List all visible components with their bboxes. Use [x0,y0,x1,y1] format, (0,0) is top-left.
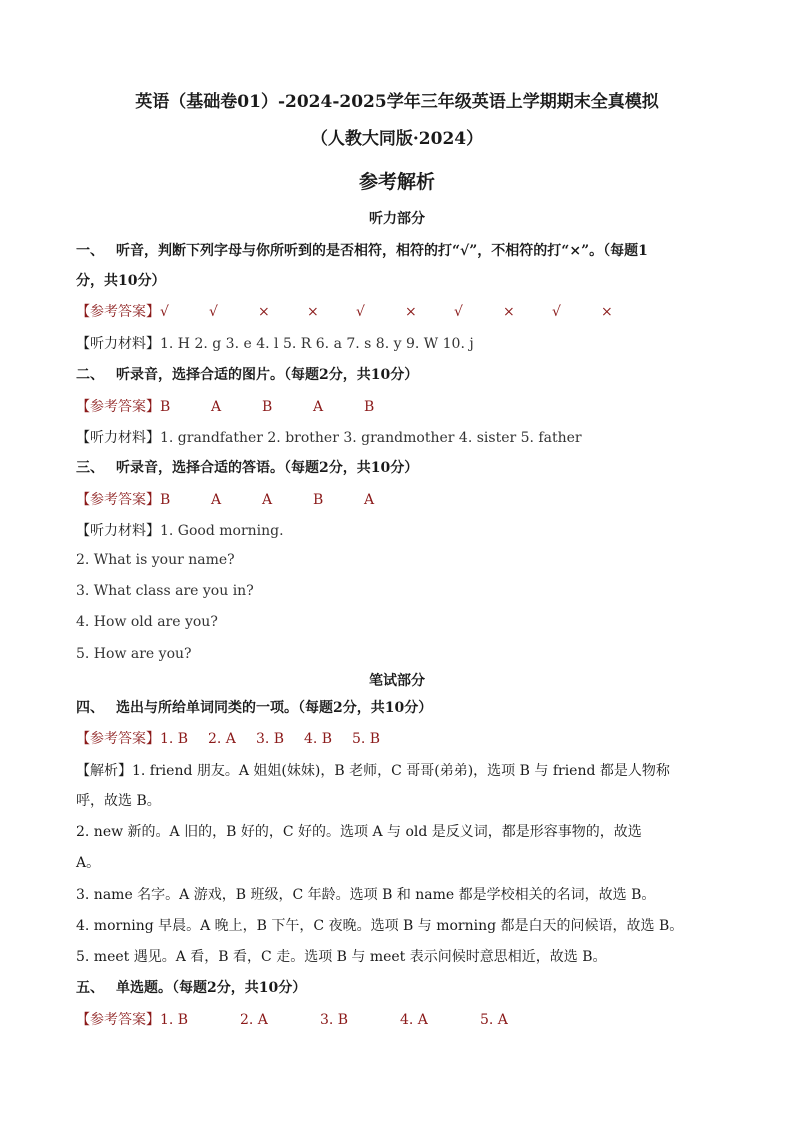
answer-item: B [262,399,273,415]
doc-heading: 参考解析 [358,171,435,193]
material-line: 5. How are you? [76,646,192,662]
material-label: 【听力材料】 [76,430,160,446]
material-label: 【听力材料】 [76,336,160,352]
answer-item: √ [356,304,365,320]
answer-item: × [405,304,417,320]
section-number: 五、 [76,980,104,996]
instruction-text: 单选题。（每题2分，共10分） [116,980,307,996]
answer-list [160,731,400,747]
answer-label: 【参考答案】 [76,1012,160,1028]
answer-item: 1. B [160,1012,189,1028]
answer-label: 【参考答案】 [76,399,160,415]
answer-list [160,1012,560,1028]
answer-item: 1. B [160,731,189,747]
section-1-answers [76,301,726,321]
section-5-answers [76,1009,726,1029]
instruction-text: 听录音，选择合适的答语。（每题2分，共10分） [116,460,419,476]
material-line: 3. What class are you in? [76,583,254,599]
instruction-text: 听录音，选择合适的图片。（每题2分，共10分） [116,367,419,383]
answer-item: A [364,492,375,508]
answer-item: B [313,492,324,508]
answer-label: 【参考答案】 [76,304,160,320]
instruction-text: 听音，判断下列字母与你所听到的是否相符，相符的打“√”，不相符的打“×”。（每题1 [116,243,648,259]
section-number: 四、 [76,700,104,716]
material-text: 1. grandfather 2. brother 3. grandmother 4. sister 5. father [160,430,582,446]
answer-list [160,304,650,320]
answer-item: A [211,399,222,415]
answer-item: √ [160,304,169,320]
answer-item: 5. B [352,731,381,747]
answer-item: √ [209,304,218,320]
analysis-label: 【解析】 [76,763,132,779]
analysis-line: 呼，故选 B。 [76,793,161,809]
answer-item: A [262,492,273,508]
section-1-material [76,333,726,353]
answer-item: 3. B [256,731,285,747]
section-number: 二、 [76,367,104,383]
section-2-instruction [76,364,726,384]
answer-item: 2. A [208,731,236,747]
section-1-instruction [76,240,726,260]
answer-item: 4. B [304,731,333,747]
answer-item: 4. A [400,1012,428,1028]
doc-subtitle: （人教大同版·2024） [310,129,484,149]
material-text: 1. H 2. g 3. e 4. l 5. R 6. a 7. s 8. y 9. W 10. j [160,336,474,352]
answer-item: B [364,399,375,415]
section-4-answers [76,728,726,748]
section-2-answers [76,396,726,416]
answer-item: √ [454,304,463,320]
answer-list [160,492,415,508]
analysis-line: 2. new 新的。A 旧的，B 好的，C 好的。选项 A 与 old 是反义词，都是形容事物的，故选 [76,824,642,840]
section-4-instruction [76,697,726,717]
section-3-material [76,520,726,540]
answer-item: × [258,304,270,320]
answer-item: A [211,492,222,508]
section-3-instruction [76,457,726,477]
material-text: 1. Good morning. [160,523,284,539]
answer-item: A [313,399,324,415]
answer-list [160,399,415,415]
material-line: 4. How old are you? [76,614,218,630]
writing-part-heading: 笔试部分 [369,673,425,689]
answer-item: √ [552,304,561,320]
answer-item: × [503,304,515,320]
section-3-answers [76,489,726,509]
answer-item: × [307,304,319,320]
section-number: 三、 [76,460,104,476]
answer-label: 【参考答案】 [76,731,160,747]
analysis-line: 3. name 名字。A 游戏，B 班级，C 年龄。选项 B 和 name 都是学校相关的名词，故选 B。 [76,887,656,903]
instruction-text: 选出与所给单词同类的一项。（每题2分，共10分） [116,700,433,716]
doc-title: 英语（基础卷01）-2024-2025学年三年级英语上学期期末全真模拟 [135,92,659,112]
analysis-text: 1. friend 朋友。A 姐姐(妹妹)，B 老师，C 哥哥(弟弟)，选项 B 与 friend 都是人物称 [132,763,670,779]
material-label: 【听力材料】 [76,523,160,539]
section-number: 一、 [76,243,104,259]
listening-part-heading: 听力部分 [369,211,425,227]
answer-item: 3. B [320,1012,349,1028]
section-5-instruction [76,977,726,997]
section-4-analysis [76,760,726,780]
analysis-line: 5. meet 遇见。A 看，B 看，C 走。选项 B 与 meet 表示问候时意思相近，故选 B。 [76,949,607,965]
answer-label: 【参考答案】 [76,492,160,508]
material-line: 2. What is your name? [76,552,235,568]
answer-item: B [160,492,171,508]
analysis-line: A。 [76,855,101,871]
answer-item: 2. A [240,1012,268,1028]
section-2-material [76,427,726,447]
answer-item: B [160,399,171,415]
answer-item: × [601,304,613,320]
section-1-instruction-cont: 分，共10分） [76,273,166,289]
answer-item: 5. A [480,1012,508,1028]
analysis-line: 4. morning 早晨。A 晚上，B 下午，C 夜晚。选项 B 与 morning 都是白天的问候语，故选 B。 [76,918,684,934]
